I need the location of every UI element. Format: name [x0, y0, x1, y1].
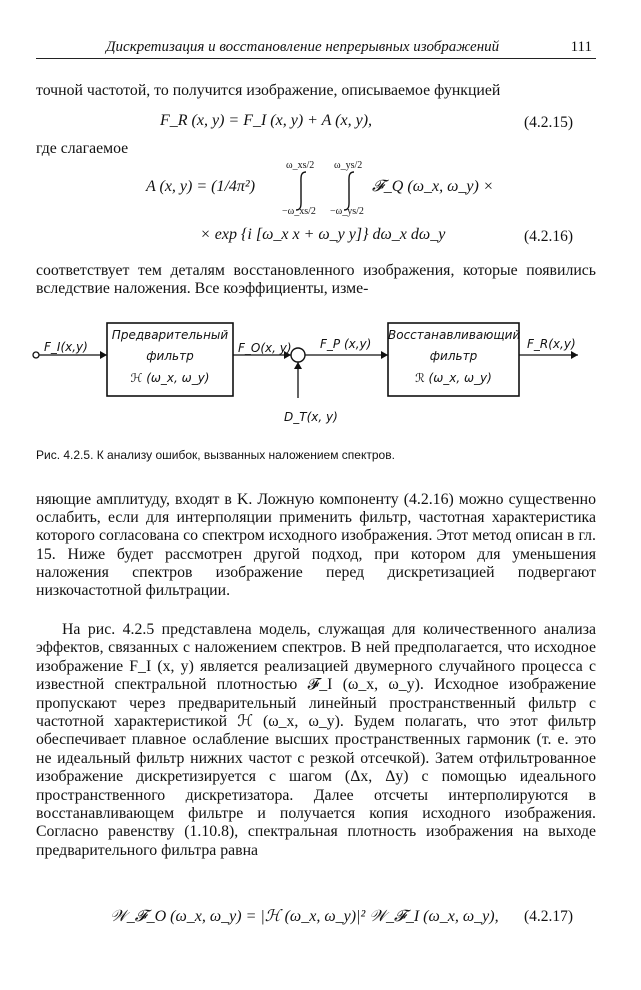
equation-number-4-2-16: (4.2.16) [524, 228, 574, 245]
paragraph-1: точной частотой, то получится изображение, описываемое функцией [36, 82, 501, 99]
output-label: F_R(x,y) [527, 337, 576, 351]
input-terminal [33, 352, 39, 358]
equation-4-2-16-integrand: 𝓕_Q (ω_x, ω_y) × [372, 178, 494, 195]
equation-4-2-16-line2: × exp {i [ω_x x + ω_y y]} dω_x dω_y [200, 226, 446, 243]
page-number: 111 [570, 39, 592, 55]
equation-4-2-17: 𝒲_𝓕_O (ω_x, ω_y) = |ℋ (ω_x, ω_y)|² 𝒲_𝓕_I (ω_x, ω_y), [110, 908, 499, 925]
integral-2-lower: −ω_ys/2 [330, 206, 364, 217]
prefilter-title: Предварительный [111, 328, 229, 342]
equation-number-4-2-15: (4.2.15) [524, 114, 574, 131]
integral-2-upper: ω_ys/2 [334, 160, 363, 171]
equation-4-2-15: F_R (x, y) = F_I (x, y) + A (x, y), [160, 112, 373, 129]
sampler-output-label: F_P (x,y) [320, 337, 372, 351]
paragraph-4: На рис. 4.2.5 представлена модель, служащая для количественного анализа эффектов, связанных с наложением спектров. В ней предполагается, что исходное изображение F_I (x, y) является реализацией двумерного случайного процесса с известной спектральной плотностью 𝓕_I (ω_x, ω_y). Исходное изображение пропускают через предварительный линейный пространственный фильтр с частотной характеристикой ℋ (ω_x, ω_y). Будем полагать, что этот фильтр обеспечивает плавное ослабление высших пространственных гармоник (т. е. это не идеальный фильтр нижних частот с резкой отсечкой). Затем отфильтрованное изображение дискретизируется с шагом (Δx, Δy) с помощью идеального пространственного дискретизатора. Далее отсчеты интерполируются в восстанавливающем фильтре и получается копия исходного изображения. Согласно равенству (1.10.8), спектральная плотность изображения на выходе предварительного фильтра равна [36, 621, 596, 859]
integral-1-lower: −ω_xs/2 [282, 206, 316, 217]
integral-1-upper: ω_xs/2 [286, 160, 315, 171]
prefilter-response: ℋ (ω_x, ω_y) [130, 371, 210, 385]
sampling-function-label: D_T(x, y) [284, 410, 338, 424]
prefilter-subtitle: фильтр [146, 349, 194, 363]
header-title: Дискретизация и восстановление непрерывных изображений [106, 39, 500, 55]
reconstruction-title: Восстанавливающий [388, 328, 521, 342]
figure-caption: Рис. 4.2.5. К анализу ошибок, вызванных наложением спектров. [36, 448, 395, 462]
reconstruction-response: ℛ (ω_x, ω_y) [415, 371, 492, 385]
equation-number-4-2-17: (4.2.17) [524, 908, 574, 925]
equation-4-2-16-lhs: A (x, y) = (1/4π²) [146, 178, 256, 195]
paragraph-2: соответствует тем деталям восстановленного изображения, которые появились вследствие наложения. Все коэффициенты, изме- [36, 262, 596, 298]
paragraph-3: няющие амплитуду, входят в K. Ложную компоненту (4.2.16) можно существенно ослабить, если для интерполяции применить фильтр, частотная характеристика которого согласована со спектром исходного изображения. Этот метод описан в гл. 15. Ниже будет рассмотрен другой подход, при котором для уменьшения наложения спектров изображение перед дискретизацией подвергают низкочастотной фильтрации. [36, 491, 596, 600]
reconstruction-subtitle: фильтр [429, 349, 478, 363]
prefilter-output-label: F_O(x, y) [238, 341, 292, 355]
sampler-node [291, 348, 305, 362]
input-label: F_I(x,y) [44, 340, 88, 354]
where-text: где слагаемое [36, 140, 129, 157]
